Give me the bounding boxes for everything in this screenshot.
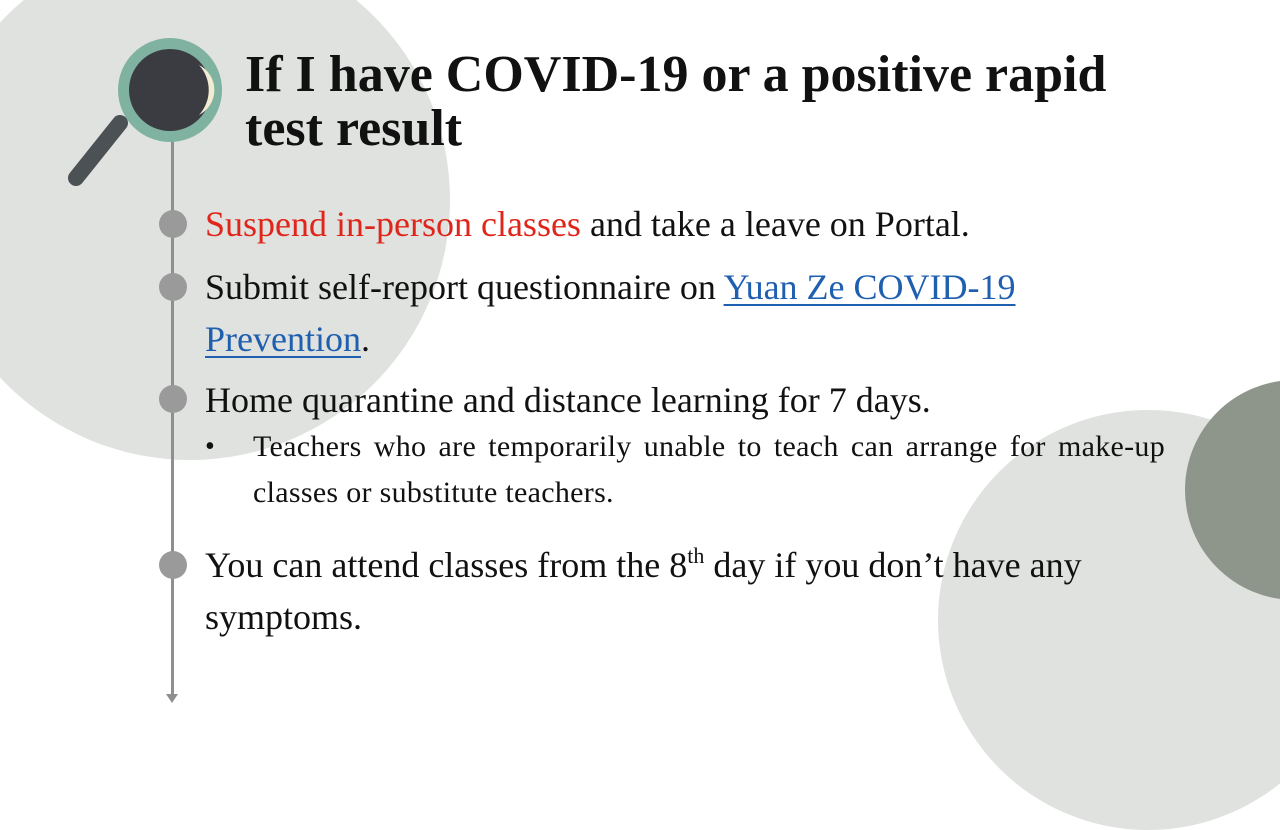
item-text-end: . — [360, 319, 370, 359]
list-item-4 — [205, 539, 1105, 643]
ordinal-suffix: th — [687, 543, 705, 568]
item-text: Home quarantine and distance learning for 7 days. — [205, 380, 931, 420]
bullet-dot-4 — [159, 551, 187, 579]
highlight-text: Suspend in-person classes — [205, 204, 581, 244]
bullet-dot-1 — [159, 210, 187, 238]
list-item-1 — [205, 198, 1165, 250]
page-title: If I have COVID-19 or a positive rapid test result — [245, 46, 1107, 157]
item-text: Submit self-report questionnaire on — [205, 267, 724, 307]
list-item-3 — [205, 374, 1165, 426]
magnifier-icon — [60, 28, 235, 198]
sub-bullet-marker: • — [205, 431, 215, 462]
list-item-2 — [205, 261, 1170, 365]
bullet-dot-3 — [159, 385, 187, 413]
timeline-arrow — [166, 694, 178, 703]
sub-list-item: Teachers who are temporarily unable to teach can arrange for make-up classes or substitute teachers. — [253, 430, 1165, 509]
covid-prevention-link[interactable]: Yuan Ze COVID-19 Prevention — [205, 267, 1016, 359]
item-text: and take a leave on Portal. — [580, 204, 970, 244]
bullet-dot-2 — [159, 273, 187, 301]
item-text: You can attend classes from the 8 — [205, 545, 688, 585]
item-text-end: day if you don’t have any symptoms. — [205, 545, 1082, 637]
